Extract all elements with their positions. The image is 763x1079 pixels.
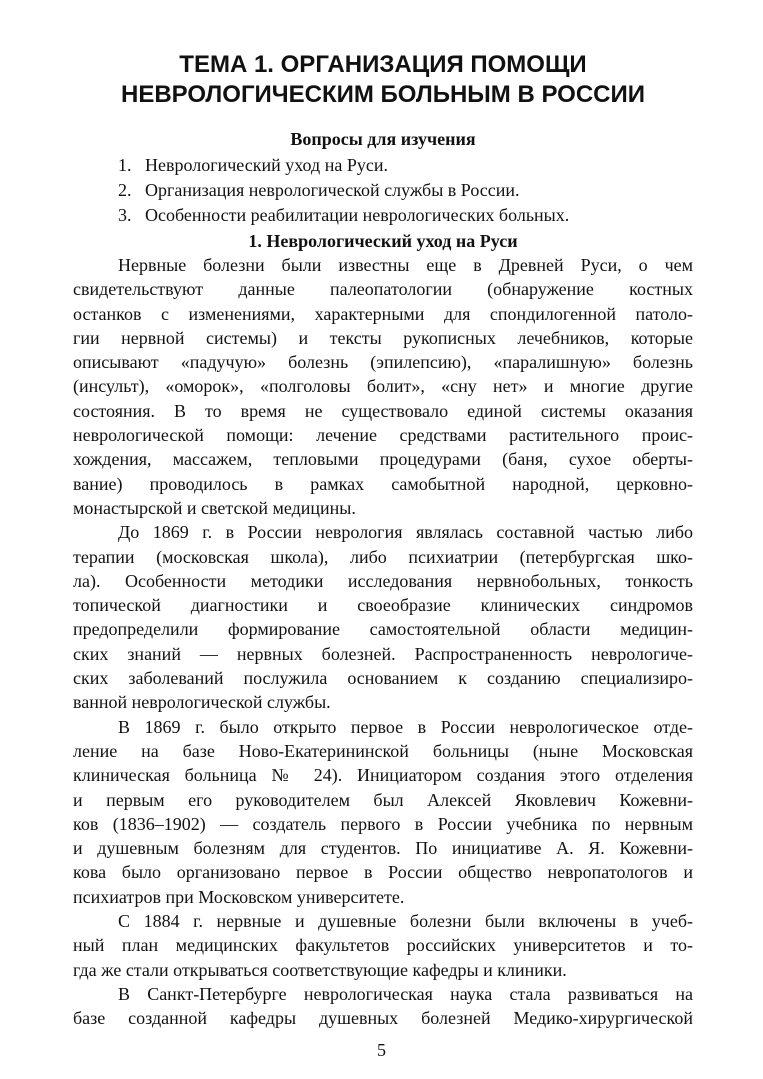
paragraph-line: свидетельствуют данные палеопатологии (обнаружение костных	[73, 279, 693, 300]
chapter-title	[73, 50, 693, 110]
paragraph-line: гии нервной системы) и тексты рукописных лечебников, которые	[73, 327, 693, 348]
body-paragraph	[73, 520, 693, 714]
question-number: 1.	[118, 155, 132, 175]
question-text: Особенности реабилитации неврологических больных.	[145, 205, 570, 225]
paragraph-line: топической диагностики и своеобразие клинических синдромов	[73, 595, 693, 616]
section-heading: 1. Неврологический уход на Руси	[248, 231, 518, 251]
paragraph-line: гда же стали открываться соответствующие кафедры и клиники.	[73, 959, 567, 980]
chapter-title-line: НЕВРОЛОГИЧЕСКИМ БОЛЬНЫМ В РОССИИ	[121, 81, 645, 108]
paragraph-line: кова было организовано первое в России общество невропатологов и	[73, 862, 693, 883]
question-item	[118, 203, 693, 228]
paragraph-line: останков с изменениями, характерными для спондилогенной патоло-	[73, 303, 693, 324]
paragraph-line: ских заболеваний послужила основанием к созданию специализиро-	[73, 668, 693, 689]
paragraph-line: В 1869 г. было открыто первое в России неврологическое отде-	[118, 716, 693, 737]
paragraph-line: ный план медицинских факультетов российских университетов и то-	[73, 935, 693, 956]
question-item	[118, 153, 693, 178]
paragraph-line: психиатров при Московском университете.	[73, 886, 405, 907]
paragraph-line: С 1884 г. нервные и душевные болезни были включены в учеб-	[118, 911, 693, 932]
question-number: 3.	[118, 205, 132, 225]
paragraph-line: Нервные болезни были известны еще в Древней Руси, о чем	[118, 255, 693, 275]
question-text: Неврологический уход на Руси.	[145, 155, 388, 175]
paragraph-line: ванной неврологической службы.	[73, 692, 331, 713]
paragraph-line: базе созданной кафедры душевных болезней Медико-хирургической	[73, 1008, 693, 1029]
paragraph-line: неврологической помощи: лечение средствами растительного проис-	[73, 425, 693, 446]
paragraph-line: клиническая больница № 24). Инициатором создания этого отделения	[73, 765, 693, 786]
paragraph-line: и первым его руководителем был Алексей Яковлевич Кожевни-	[73, 789, 693, 810]
paragraph-line: ление на базе Ново-Екатерининской больницы (ныне Московская	[73, 740, 693, 761]
chapter-title-line: ТЕМА 1. ОРГАНИЗАЦИЯ ПОМОЩИ	[179, 51, 587, 78]
page-number: 5	[377, 1040, 386, 1060]
paragraph-line: и душевным болезням для студентов. По инициативе А. Я. Кожевни-	[73, 838, 693, 859]
paragraph-line: вание) проводилось в рамках самобытной народной, церковно-	[73, 473, 693, 494]
body-paragraph	[73, 253, 693, 520]
paragraph-line: ков (1836–1902) — создатель первого в России учебника по нервным	[73, 813, 693, 834]
paragraph-line: монастырской и светской медицины.	[73, 497, 356, 518]
paragraph-line: описывают «падучую» болезнь (эпилепсию), «паралишную» болезнь	[73, 352, 693, 373]
questions-list	[73, 153, 693, 228]
question-item	[118, 178, 693, 203]
paragraph-line: До 1869 г. в России неврология являлась составной частью либо	[118, 522, 693, 543]
question-text: Организация неврологической службы в России.	[145, 180, 520, 200]
paragraph-line: предопределили формирование самостоятельной области медицин-	[73, 619, 693, 640]
paragraph-line: хождения, массажем, тепловыми процедурами (баня, сухое оберты-	[73, 449, 693, 470]
paragraph-line: терапии (московская школа), либо психиатрии (петербургская шко-	[73, 546, 693, 567]
paragraph-line: ских знаний — нервных болезней. Распространенность неврологиче-	[73, 643, 693, 664]
paragraph-line: ла). Особенности методики исследования нервнобольных, тонкость	[73, 570, 693, 591]
body-paragraph	[73, 909, 693, 982]
question-number: 2.	[118, 180, 132, 200]
body-paragraph	[73, 715, 693, 909]
questions-heading: Вопросы для изучения	[290, 129, 476, 149]
paragraph-line: (инсульт), «оморок», «полголовы болит», «сну нет» и многие другие	[73, 376, 693, 397]
section-body	[73, 253, 693, 1031]
body-paragraph	[73, 982, 693, 1031]
paragraph-line: состояния. В то время не существовало единой системы оказания	[73, 400, 693, 421]
paragraph-line: В Санкт-Петербурге неврологическая наука стала развиваться на	[118, 983, 693, 1004]
document-page	[73, 50, 693, 1031]
